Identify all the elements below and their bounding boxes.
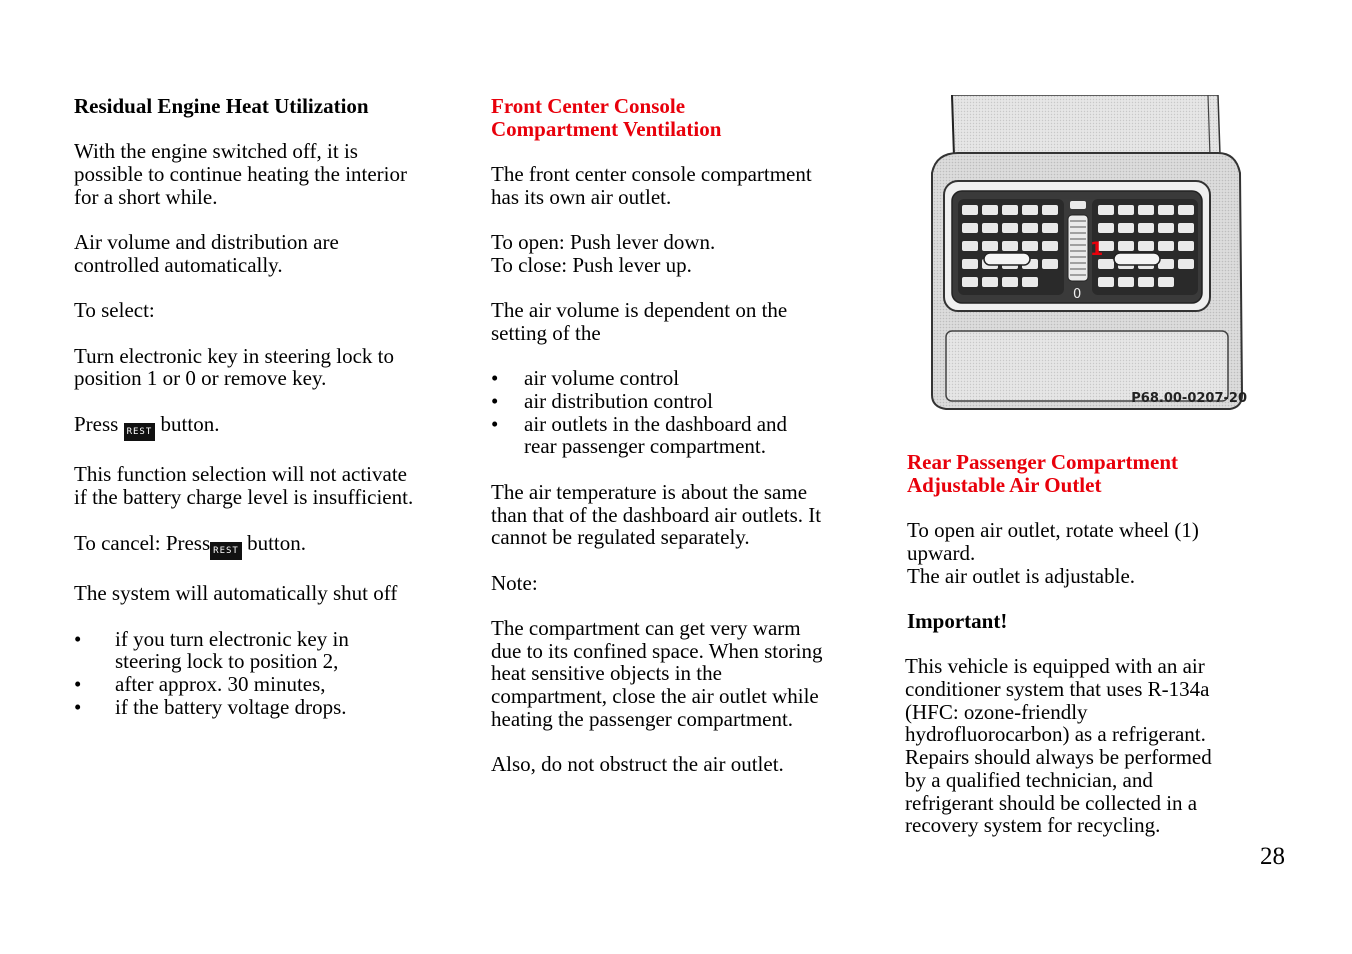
scale-mark: 0 bbox=[1073, 287, 1082, 302]
list-item bbox=[74, 628, 454, 673]
heading-line: Rear Passenger Compartment bbox=[907, 450, 1179, 474]
paragraph bbox=[74, 231, 454, 276]
text-fragment: button. bbox=[160, 411, 220, 436]
rest-key-icon: REST bbox=[210, 542, 242, 560]
section-heading: Residual Engine Heat Utilization bbox=[74, 94, 369, 118]
text-line: (HFC: ozone-friendly bbox=[905, 699, 1088, 724]
bullet-list bbox=[491, 367, 861, 458]
text-line: conditioner system that uses R-134a bbox=[905, 676, 1210, 701]
rear-air-outlet-illustration bbox=[918, 95, 1254, 412]
paragraph bbox=[74, 345, 454, 390]
column-console-ventilation bbox=[491, 95, 861, 776]
text-line: air volume control bbox=[524, 366, 680, 391]
bullet-icon: • bbox=[74, 626, 82, 651]
bullet-icon: • bbox=[491, 366, 499, 391]
list-item bbox=[491, 413, 861, 458]
bullet-icon: • bbox=[74, 694, 82, 719]
bullet-icon: • bbox=[74, 672, 82, 697]
paragraph bbox=[74, 463, 454, 508]
paragraph bbox=[491, 481, 861, 549]
text-fragment: button. bbox=[247, 530, 307, 555]
text-fragment: To cancel: Press bbox=[74, 530, 211, 555]
text-line: due to its confined space. When storing bbox=[491, 638, 823, 663]
text-line: steering lock to position 2, bbox=[115, 649, 339, 674]
section-heading bbox=[491, 95, 861, 140]
heading-line: Front Center Console bbox=[491, 94, 686, 118]
figure-label: P68.00-0207-20 bbox=[1131, 391, 1247, 406]
text-line: air outlets in the dashboard and bbox=[524, 411, 788, 436]
text-line: recovery system for recycling. bbox=[905, 813, 1161, 838]
text-line: possible to continue heating the interior bbox=[74, 162, 408, 187]
text-line: Air volume and distribution are bbox=[74, 230, 339, 255]
bullet-list bbox=[74, 628, 454, 719]
text-line: upward. bbox=[907, 540, 976, 565]
text-line: Turn electronic key in steering lock to bbox=[74, 343, 394, 368]
paragraph bbox=[74, 140, 454, 208]
section-heading bbox=[905, 451, 1250, 496]
text-line: than that of the dashboard air outlets. It bbox=[491, 502, 822, 527]
paragraph bbox=[491, 299, 861, 344]
list-item bbox=[491, 390, 861, 413]
text-line: if the battery voltage drops. bbox=[115, 694, 347, 719]
text-line: This vehicle is equipped with an air bbox=[905, 654, 1205, 679]
paragraph bbox=[491, 617, 861, 731]
paragraph bbox=[905, 655, 1250, 837]
text-line: after approx. 30 minutes, bbox=[115, 672, 326, 697]
bullet-icon: • bbox=[491, 411, 499, 436]
text-line: The front center console compartment bbox=[491, 162, 812, 187]
text-line: cannot be regulated separately. bbox=[491, 525, 750, 550]
text-line: air distribution control bbox=[524, 389, 713, 414]
text-line: heat sensitive objects in the bbox=[491, 661, 722, 686]
rest-key-icon: REST bbox=[124, 423, 156, 441]
paragraph: To select: bbox=[74, 298, 155, 323]
important-label: Important! bbox=[907, 608, 1008, 633]
heading-line: Compartment Ventilation bbox=[491, 116, 722, 141]
text-line: To open: Push lever down. bbox=[491, 230, 716, 255]
text-line: refrigerant should be collected in a bbox=[905, 790, 1198, 815]
text-line: The air temperature is about the same bbox=[491, 479, 808, 504]
text-line: The compartment can get very warm bbox=[491, 616, 801, 641]
text-line: heating the passenger compartment. bbox=[491, 706, 794, 731]
column-rear-outlet bbox=[905, 451, 1250, 837]
heading-line: Adjustable Air Outlet bbox=[907, 472, 1102, 497]
text-line: compartment, close the air outlet while bbox=[491, 684, 819, 709]
text-line: The air volume is dependent on the bbox=[491, 298, 788, 323]
text-line: To close: Push lever up. bbox=[491, 252, 692, 277]
list-item bbox=[74, 673, 454, 696]
note-label: Note: bbox=[491, 570, 538, 595]
text-line: has its own air outlet. bbox=[491, 184, 672, 209]
list-item bbox=[74, 696, 454, 719]
text-line: setting of the bbox=[491, 320, 601, 345]
text-line: With the engine switched off, it is bbox=[74, 139, 358, 164]
paragraph bbox=[491, 163, 861, 208]
text-line: Repairs should always be performed bbox=[905, 745, 1212, 770]
callout-number: 1 bbox=[1090, 238, 1104, 260]
page-number: 28 bbox=[1260, 843, 1285, 870]
cancel-instruction bbox=[74, 532, 454, 560]
text-line: if the battery charge level is insufficient. bbox=[74, 485, 414, 510]
text-line: controlled automatically. bbox=[74, 252, 283, 277]
text-line: hydrofluorocarbon) as a refrigerant. bbox=[905, 722, 1206, 747]
paragraph bbox=[905, 519, 1250, 587]
paragraph: Also, do not obstruct the air outlet. bbox=[491, 752, 784, 777]
column-residual-heat bbox=[74, 95, 454, 718]
air-outlet-drawing bbox=[918, 95, 1254, 412]
list-item bbox=[491, 367, 861, 390]
text-line: This function selection will not activate bbox=[74, 462, 407, 487]
paragraph: The system will automatically shut off bbox=[74, 581, 398, 606]
text-line: by a qualified technician, and bbox=[905, 767, 1153, 792]
bullet-icon: • bbox=[491, 389, 499, 414]
text-line: if you turn electronic key in bbox=[115, 626, 349, 651]
text-line: position 1 or 0 or remove key. bbox=[74, 366, 327, 391]
text-line: for a short while. bbox=[74, 184, 218, 209]
text-line: To open air outlet, rotate wheel (1) bbox=[907, 518, 1199, 543]
press-instruction bbox=[74, 413, 454, 441]
text-line: The air outlet is adjustable. bbox=[907, 563, 1136, 588]
text-line: rear passenger compartment. bbox=[524, 434, 766, 459]
text-fragment: Press bbox=[74, 411, 119, 436]
paragraph bbox=[491, 231, 861, 276]
